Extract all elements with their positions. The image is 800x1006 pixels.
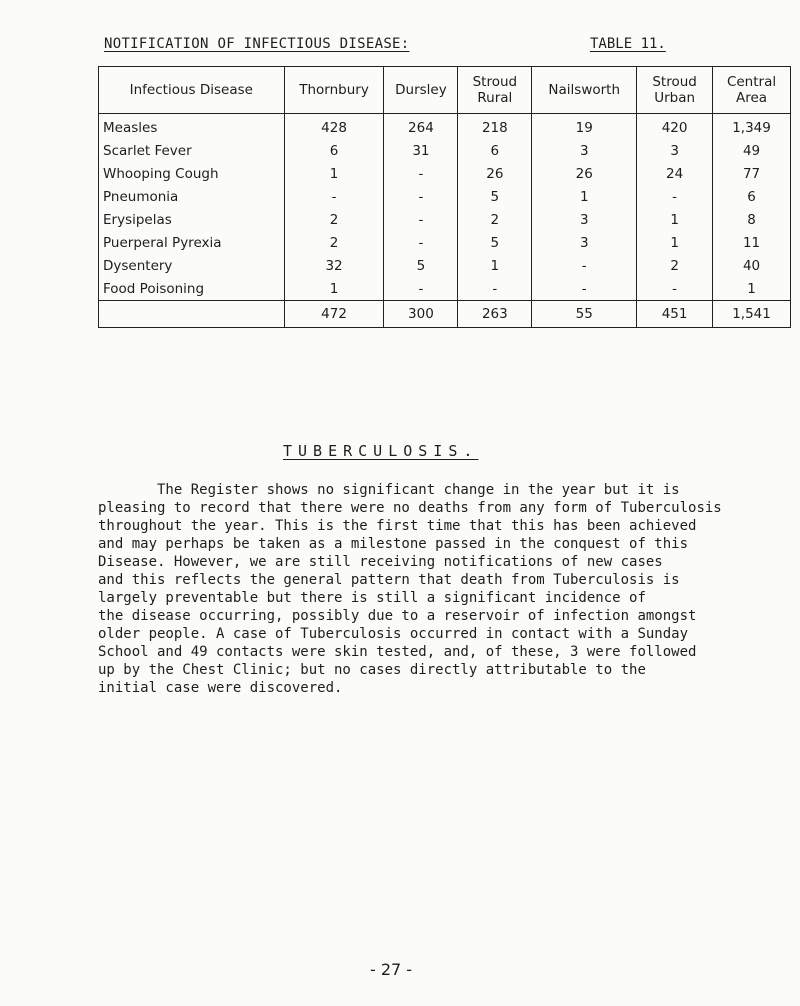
table-cell: 6 (284, 139, 384, 162)
table-cell: 3 (637, 139, 713, 162)
totals-label-cell (99, 301, 285, 328)
column-header: Dursley (384, 67, 458, 114)
disease-name-cell: Dysentery (99, 254, 285, 277)
paragraph-line: the disease occurring, possibly due to a reservoir of infection amongst (98, 608, 697, 624)
paragraph-line: throughout the year. This is the first time that this has been achieved (98, 518, 697, 534)
table-cell: - (458, 277, 532, 301)
table-cell: 2 (637, 254, 713, 277)
table-cell: 55 (532, 301, 637, 328)
table-cell: 2 (284, 231, 384, 254)
table-cell: 5 (384, 254, 458, 277)
infectious-disease-table (98, 66, 791, 328)
table-cell: 3 (532, 139, 637, 162)
disease-name-cell: Erysipelas (99, 208, 285, 231)
table-header-row (99, 67, 791, 114)
section-paragraph (98, 481, 798, 697)
table-cell: 1 (284, 162, 384, 185)
table-cell: - (384, 231, 458, 254)
disease-name-cell: Whooping Cough (99, 162, 285, 185)
table-cell: 420 (637, 114, 713, 140)
column-header: Central Area (713, 67, 791, 114)
table-cell: 31 (384, 139, 458, 162)
table-cell: - (384, 185, 458, 208)
table-label: TABLE 11. (590, 36, 666, 52)
table-cell: 26 (532, 162, 637, 185)
table-body (99, 114, 791, 301)
table-cell: 6 (713, 185, 791, 208)
table-cell: - (637, 185, 713, 208)
table-cell: 2 (284, 208, 384, 231)
column-header: Thornbury (284, 67, 384, 114)
table-cell: 428 (284, 114, 384, 140)
table-cell: 1 (637, 208, 713, 231)
table-cell: 1 (532, 185, 637, 208)
paragraph-line: Disease. However, we are still receiving notifications of new cases (98, 554, 663, 570)
table-cell: 451 (637, 301, 713, 328)
paragraph-line: initial case were discovered. (98, 680, 343, 696)
table-cell: 264 (384, 114, 458, 140)
disease-name-cell: Measles (99, 114, 285, 140)
table-cell: 5 (458, 185, 532, 208)
paragraph-line: and this reflects the general pattern that death from Tuberculosis is (98, 572, 680, 588)
table-cell: 263 (458, 301, 532, 328)
table-cell: 1 (284, 277, 384, 301)
table-cell: 2 (458, 208, 532, 231)
table-cell: 1 (458, 254, 532, 277)
table-cell: 1 (713, 277, 791, 301)
table-cell: 40 (713, 254, 791, 277)
table-row (99, 185, 791, 208)
table-cell: 1 (637, 231, 713, 254)
column-header: Stroud Rural (458, 67, 532, 114)
table-row (99, 162, 791, 185)
paragraph-line: older people. A case of Tuberculosis occurred in contact with a Sunday (98, 626, 689, 642)
paragraph-line: and may perhaps be taken as a milestone passed in the conquest of this (98, 536, 689, 552)
table-cell: - (284, 185, 384, 208)
table-cell: 3 (532, 231, 637, 254)
paragraph-line: up by the Chest Clinic; but no cases directly attributable to the (98, 662, 646, 678)
table-row (99, 114, 791, 140)
table-cell: 6 (458, 139, 532, 162)
table-cell: - (637, 277, 713, 301)
table-cell: 32 (284, 254, 384, 277)
paragraph-line: The Register shows no significant change in the year but it is (98, 482, 680, 498)
totals-row (99, 301, 791, 328)
document-title: NOTIFICATION OF INFECTIOUS DISEASE: (104, 36, 410, 52)
table-cell: 8 (713, 208, 791, 231)
table-cell: - (384, 162, 458, 185)
table-cell: 19 (532, 114, 637, 140)
table-cell: 218 (458, 114, 532, 140)
table-cell: 300 (384, 301, 458, 328)
section-title: TUBERCULOSIS. (283, 442, 479, 460)
disease-name-cell: Scarlet Fever (99, 139, 285, 162)
disease-name-cell: Food Poisoning (99, 277, 285, 301)
table-cell: - (532, 254, 637, 277)
column-header: Infectious Disease (99, 67, 285, 114)
table-row (99, 139, 791, 162)
table-cell: 24 (637, 162, 713, 185)
table-row (99, 254, 791, 277)
table-row (99, 231, 791, 254)
table-cell: - (384, 208, 458, 231)
table-cell: - (532, 277, 637, 301)
column-header: Nailsworth (532, 67, 637, 114)
table-cell: 49 (713, 139, 791, 162)
table-cell: - (384, 277, 458, 301)
disease-name-cell: Pneumonia (99, 185, 285, 208)
table-cell: 11 (713, 231, 791, 254)
disease-name-cell: Puerperal Pyrexia (99, 231, 285, 254)
table-cell: 1,541 (713, 301, 791, 328)
table-row (99, 208, 791, 231)
table-row (99, 277, 791, 301)
paragraph-line: largely preventable but there is still a significant incidence of (98, 590, 646, 606)
page-number: - 27 - (370, 960, 413, 979)
column-header: Stroud Urban (637, 67, 713, 114)
table-cell: 77 (713, 162, 791, 185)
table-cell: 3 (532, 208, 637, 231)
table-cell: 26 (458, 162, 532, 185)
table-cell: 1,349 (713, 114, 791, 140)
table-cell: 472 (284, 301, 384, 328)
table-cell: 5 (458, 231, 532, 254)
paragraph-line: pleasing to record that there were no deaths from any form of Tuberculosis (98, 500, 722, 516)
paragraph-line: School and 49 contacts were skin tested, and, of these, 3 were followed (98, 644, 697, 660)
